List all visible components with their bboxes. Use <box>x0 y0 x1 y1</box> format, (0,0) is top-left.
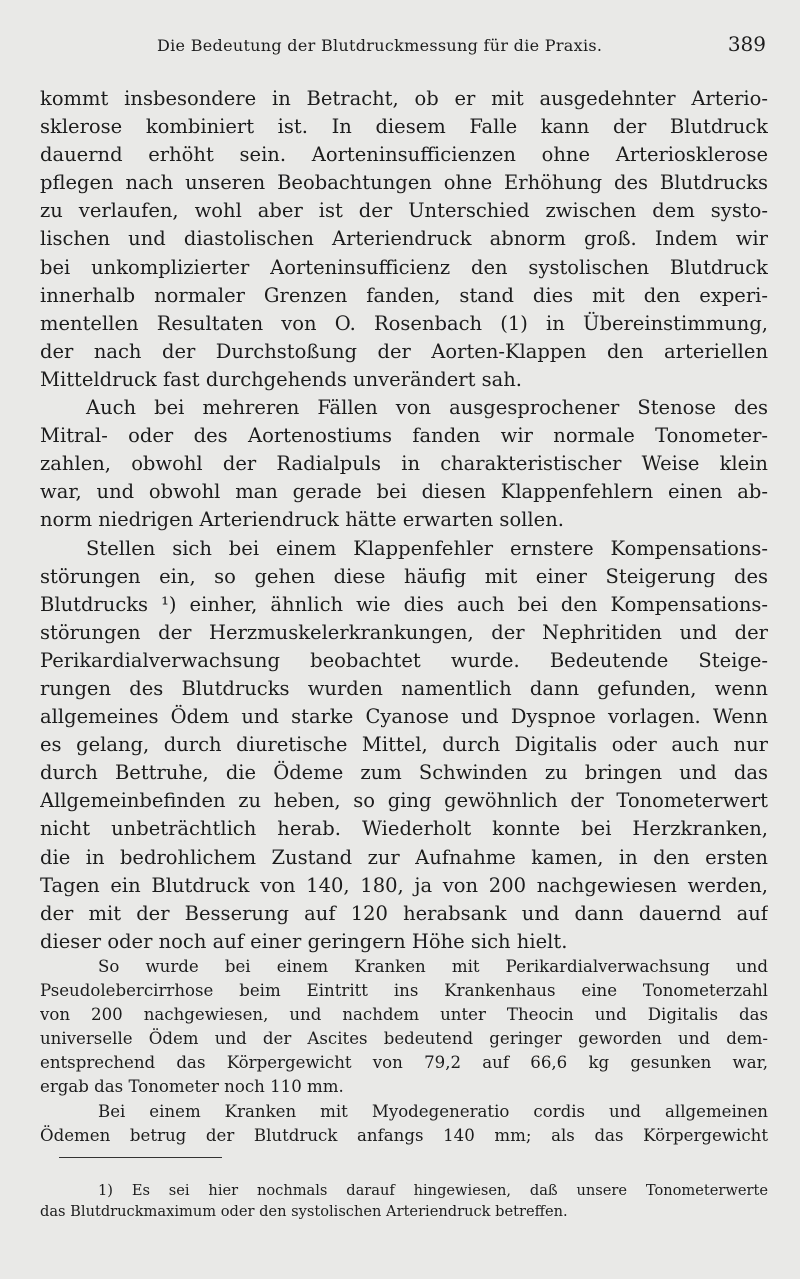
text-line: mentellen Resultaten von O. Rosenbach (1) in Übereinstimmung, <box>40 311 768 335</box>
main-text <box>40 85 768 956</box>
page-number: 389 <box>727 32 766 56</box>
text-line: allgemeines Ödem und starke Cyanose und Dyspnoe vorlagen. Wenn <box>40 705 768 729</box>
text-line: Allgemeinbefinden zu heben, so ging gewöhnlich der Tonometerwert <box>40 789 768 813</box>
text-line: zu verlaufen, wohl aber ist der Unterschied zwischen dem systo- <box>40 199 768 223</box>
footnote-divider <box>59 1157 222 1158</box>
text-line: universelle Ödem und der Ascites bedeutend geringer geworden und dem- <box>40 1029 768 1049</box>
text-line: Mitteldruck fast durchgehends unverändert sah. <box>40 367 522 391</box>
text-line: der nach der Durchstoßung der Aorten-Klappen den arteriellen <box>40 339 768 363</box>
text-line: der mit der Besserung auf 120 herabsank und dann dauernd auf <box>40 901 768 925</box>
text-line: innerhalb normaler Grenzen fanden, stand dies mit den experi- <box>40 283 768 307</box>
text-line: rungen des Blutdrucks wurden namentlich dann gefunden, wenn <box>40 676 768 700</box>
text-line: Tagen ein Blutdruck von 140, 180, ja von 200 nachgewiesen werden, <box>40 873 768 897</box>
text-line: von 200 nachgewiesen, und nachdem unter Theocin und Digitalis das <box>40 1005 768 1025</box>
text-line: lischen und diastolischen Arteriendruck abnorm groß. Indem wir <box>40 227 768 251</box>
paragraph-first-line: Stellen sich bei einem Klappenfehler ernstere Kompensations- <box>86 536 768 560</box>
text-line: sklerose kombiniert ist. In diesem Falle kann der Blutdruck <box>40 115 768 139</box>
case-report-text <box>40 955 768 1148</box>
text-line: dauernd erhöht sein. Aorteninsufficienzen ohne Arteriosklerose <box>40 143 768 167</box>
text-line: dieser oder noch auf einer geringern Höhe sich hielt. <box>40 929 568 953</box>
text-line: Mitral- oder des Aortenostiums fanden wir normale Tonometer- <box>40 424 768 448</box>
text-line: durch Bettruhe, die Ödeme zum Schwinden zu bringen und das <box>40 761 768 785</box>
footnotes <box>40 1180 768 1222</box>
text-line: zahlen, obwohl der Radialpuls in charakteristischer Weise klein <box>40 452 768 476</box>
footnote-line: das Blutdruckmaximum oder den systolischen Arteriendruck betreffen. <box>40 1203 568 1220</box>
text-line: ergab das Tonometer noch 110 mm. <box>40 1077 344 1097</box>
text-line: norm niedrigen Arteriendruck hätte erwarten sollen. <box>40 508 564 532</box>
running-head <box>40 30 768 60</box>
text-line: die in bedrohlichem Zustand zur Aufnahme kamen, in den ersten <box>40 845 768 869</box>
paragraph-first-line: Bei einem Kranken mit Myodegeneratio cordis und allgemeinen <box>98 1101 768 1121</box>
text-line: war, und obwohl man gerade bei diesen Klappenfehlern einen ab- <box>40 480 768 504</box>
paragraph-first-line: So wurde bei einem Kranken mit Perikardialverwachsung und <box>98 957 768 976</box>
text-line: störungen der Herzmuskelerkrankungen, der Nephritiden und der <box>40 620 768 644</box>
text-line: Blutdrucks ¹) einher, ähnlich wie dies auch bei den Kompensations- <box>40 592 768 616</box>
text-line: pflegen nach unseren Beobachtungen ohne Erhöhung des Blutdrucks <box>40 171 768 195</box>
running-title: Die Bedeutung der Blutdruckmessung für die Praxis. <box>157 36 603 55</box>
paragraph-first-line: Auch bei mehreren Fällen von ausgesprochener Stenose des <box>86 396 768 420</box>
text-line: nicht unbeträchtlich herab. Wiederholt konnte bei Herzkranken, <box>40 817 768 841</box>
text-line: es gelang, durch diuretische Mittel, durch Digitalis oder auch nur <box>40 733 768 757</box>
text-line: kommt insbesondere in Betracht, ob er mit ausgedehnter Arterio- <box>40 87 768 110</box>
text-line: Ödemen betrug der Blutdruck anfangs 140 mm; als das Körpergewicht <box>40 1125 768 1145</box>
text-line: Perikardialverwachsung beobachtet wurde. Bedeutende Steige- <box>40 648 768 672</box>
text-line: bei unkomplizierter Aorteninsufficienz den systolischen Blutdruck <box>40 255 768 279</box>
text-line: entsprechend das Körpergewicht von 79,2 auf 66,6 kg gesunken war, <box>40 1053 768 1073</box>
text-line: störungen ein, so gehen diese häufig mit einer Steigerung des <box>40 564 768 588</box>
footnote-line: 1) Es sei hier nochmals darauf hingewiesen, daß unsere Tonometerwerte <box>98 1182 768 1199</box>
text-line: Pseudolebercirrhose beim Eintritt ins Krankenhaus eine Tonometerzahl <box>40 981 768 1001</box>
